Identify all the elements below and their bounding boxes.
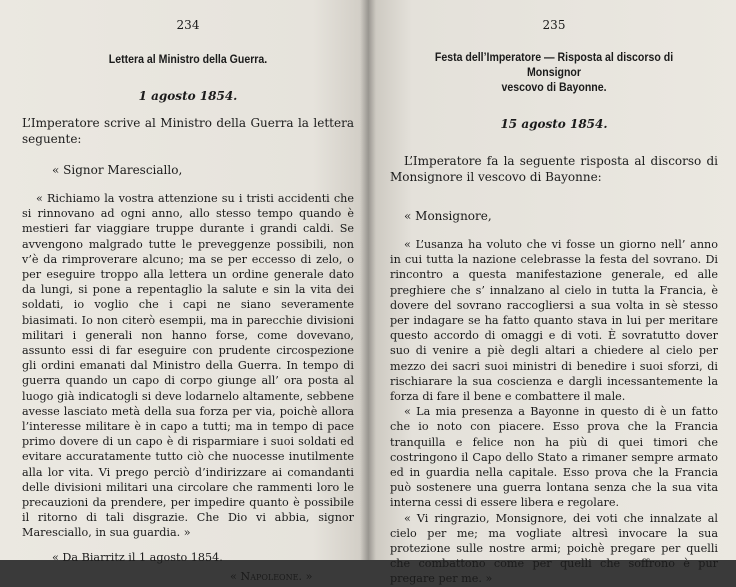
letter-heading: Lettera al Ministro della Guerra.: [108, 52, 268, 66]
book-gutter: [360, 0, 376, 560]
letter-signature: « Napoleone. »: [230, 569, 313, 583]
speech-intro: L’Imperatore fa la seguente risposta al discorso di Monsignore il vescovo di Bayonne:: [390, 154, 718, 184]
letter-body: « Richiamo la vostra attenzione su i tristi accidenti che si rinnovano ad ogni anno, allo stesso tempo quando è mestieri far viaggiare truppe durante i grandi caldi. Se avvengono malgrado tutte le preveggenze possibili, non v’è da rimproverare alcuno; ma se per eccesso di zelo, o per eseguire troppo alla lettera un ordine generale dato da lungi, si pone a repentaglio la salute e sin la vita dei soldati, io voglio che i capi ne siano severamente biasimati. Io non citerò esempii, ma in parecchie divisioni militari i generali non hanno forse, come dovevano, assunto essi di far eseguire con prudente circospezione gli ordini emanati dal Ministro della Guerra. In tempo di guerra quando un capo di corpo giunge all’ ora posta al luogo già indicatogli si deve lodarnelo altamente, sebbene avesse lasciato metà della sua forza per via, poichè allora l’interesse militare è in capo a tutti; ma in tempo di pace primo dovere di un capo è di risparmiare i suoi soldati ed evitare accuratamente tutto ciò che nuocesse inutilmente alla lor vita. Vi prego perciò d’indirizzare ai comandanti delle divisioni militari una circolare che rammenti loro le precauzioni da prendere, per impedire quanto è possibile il ritorno di tali disgrazie. Che Dio vi abbia, signor Maresciallo, in sua guardia. »: [22, 192, 354, 540]
left-page: [0, 0, 368, 583]
speech-date: 15 agosto 1854.: [500, 117, 608, 131]
letter-intro: L’Imperatore scrive al Ministro della Guerra la lettera seguente:: [22, 116, 354, 146]
page-number: 235: [542, 18, 566, 32]
right-page: [368, 0, 736, 586]
letter-salutation: « Signor Maresciallo,: [52, 163, 183, 177]
speech-heading-line2: vescovo di Bayonne.: [501, 80, 607, 94]
speech-heading-line1: Festa dell’Imperatore — Risposta al discorso di Monsignor: [434, 50, 674, 79]
speech-paragraph-2: « La mia presenza a Bayonne in questo di è un fatto che io noto con piacere. Esso prova che la Francia tranquilla e felice non ha più di quei timori che costringono il Capo dello Stato a rimaner sempre armato ed in guardia nella capitale. Esso prova che la Francia può sostenere una guerra lontana senza che la sua vita interna cessi di essere libera e regolare.: [390, 405, 718, 510]
page-number: 234: [176, 18, 200, 32]
letter-place-date: « Da Biarritz il 1 agosto 1854.: [52, 550, 223, 564]
speech-paragraph-1: « L’usanza ha voluto che vi fosse un giorno nell’ anno in cui tutta la nazione celebrasse la festa del sovrano. Di rincontro a questa manifestazione generale, ed alle preghiere che s’ innalzano al cielo in tutta la Francia, è dovere del sovrano raccogliersi a sua volta in sè stesso per indagare se ha fatto quanto stava in lui per meritare questo accordo di omaggi e di voti. È sovratutto dover suo di venire a piè degli altari a chiedere al cielo per mezzo dei sacri suoi ministri di benedire i suoi sforzi, di rischiarare la sua coscienza e dargli incessantemente la forza di fare il bene e combattere il male.: [390, 238, 718, 404]
speech-salutation: « Monsignore,: [404, 209, 492, 223]
letter-date: 1 agosto 1854.: [138, 89, 238, 103]
speech-paragraph-3: « Vi ringrazio, Monsignore, dei voti che innalzate al cielo per me; ma vogliate altresì invocare la sua protezione sulle nostre armi; poichè pregare per quelli che combattono come per quelli che soffrono è pur pregare per me. »: [390, 511, 718, 586]
